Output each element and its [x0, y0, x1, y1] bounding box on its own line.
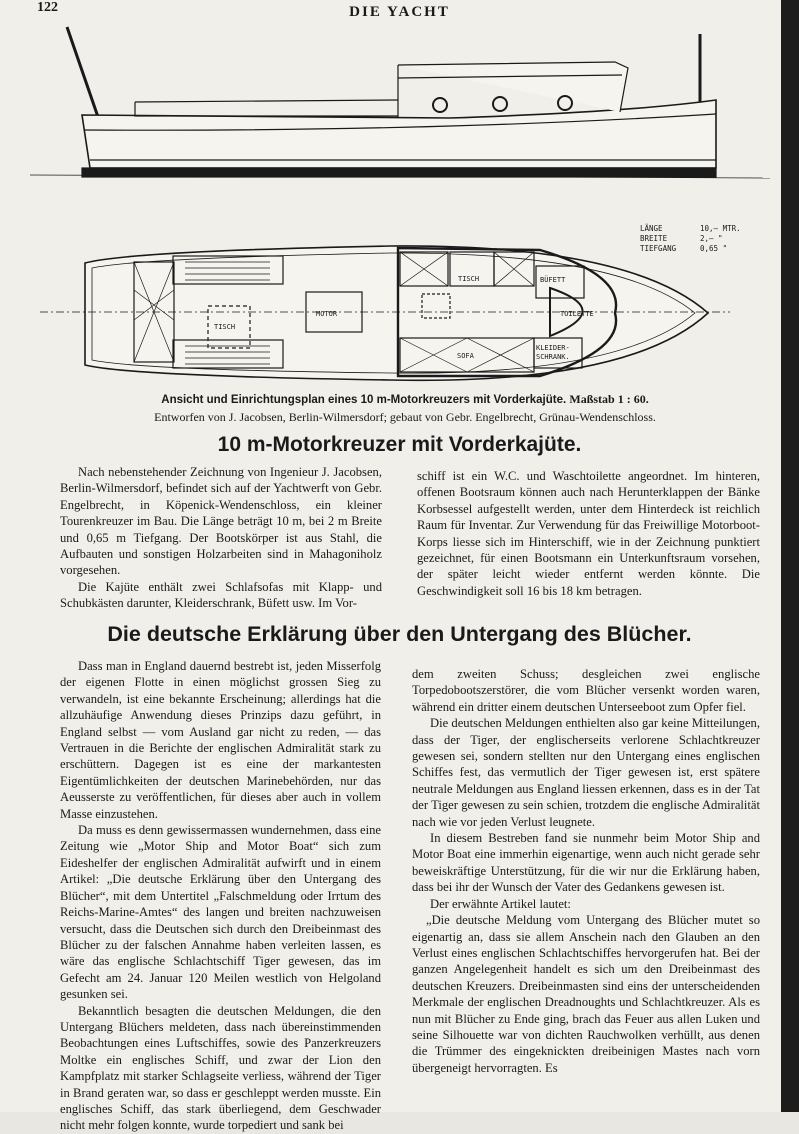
spec-label: LÄNGE: [640, 224, 663, 233]
cockpit-coaming: [135, 100, 398, 116]
label-sofa: SOFA: [457, 352, 474, 360]
figure-caption: [60, 391, 750, 409]
paragraph: dem zweiten Schuss; desgleichen zwei englische Torpedobootszerstörer, die vom Blücher versenkt worden waren, während ein dritter einem deutschen Unterseeboot zum Opfer fiel.: [412, 667, 760, 714]
spec-value: 2,— ": [700, 234, 723, 243]
spec-value: 10,— MTR.: [700, 224, 741, 233]
side-elevation: [30, 27, 770, 178]
paragraph: Der erwähnte Artikel lautet:: [430, 896, 571, 911]
article1-column-left: [60, 464, 382, 612]
page-number: 122: [37, 0, 58, 15]
deck-plan: [40, 246, 730, 380]
label-toilette: TOILETTE: [560, 310, 594, 318]
label-tisch-fwd: TISCH: [458, 275, 480, 283]
figure-credit: Entworfen von J. Jacobsen, Berlin-Wilmersdorf; gebaut von Gebr. Engelbrecht, Grünau-Wendenschloss.: [154, 410, 656, 424]
paragraph: Die deutschen Meldungen enthielten also gar keine Mitteilungen, dass der Tiger, der englischerseits verlorene Schlachtkreuzer gewesen sei, sondern stellten nur den Untergang eines englischen Schiffes fest, das vermutlich der Tiger gewesen ist, erst spätere neutrale Meldungen aus England liessen erkennen, dass es in der Tat der Tiger gewesen zu sein schien, trotzdem die englische Admiralität nach wie vor jeden Verlust leugnete.: [412, 716, 760, 829]
spec-value: 0,65 ": [700, 244, 728, 253]
spec-table: [640, 224, 741, 253]
page-edge-shadow: [781, 0, 799, 1112]
porthole: [493, 97, 507, 111]
label-kleiderschrank-2: SCHRANK.: [536, 353, 570, 361]
paragraph: „Die deutsche Meldung vom Untergang des Blücher mutet so eigenartig an, dass sie allem Anschein nach den Glauben an den Verlust eines englischen Schlachtschiffes hervorgerufen hat. Bei der ganzen Angelegenheit handelt es sich um den Dreibeinmast des deutschen Kreuzers. Dreibeinmasten sind eins der unterscheidenden Merkmale der englischen Dreadnoughts und Schlachtkreuzer. Als es nun mit Blücher zu Ende ging, brach das Feuer aus allen Luken und seine Silhouette war von dichten Rauchwolken verhüllt, aus denen die Trümmer des eingeknickten dreibeinigen Mastes nach vorn übergeneigt hervorragten. Es: [412, 913, 760, 1075]
porthole: [433, 98, 447, 112]
label-motor: MOTOR: [316, 310, 338, 318]
article-title: 10 m-Motorkreuzer mit Vorderkajüte.: [217, 433, 582, 456]
paragraph: schiff ist ein W.C. und Waschtoilette angeordnet. Im hinteren, offenen Bootsraum können auch nach Herunterklappen der Bänke Korbsessel aufgestellt werden, unter dem Hinterdeck ist reichlich Raum für Inventar. Zur Verwendung für das Freiwillige Motorboot-Korps liesse sich im Hinterschiff, wie in der Zeichnung punktiert gezeichnet, für einen Bootsmann ein Unterkunftsraum vorsehen, der später leicht wieder entfernt werden könnte. Die Geschwindigkeit soll 16 bis 18 km betragen.: [417, 469, 760, 598]
paragraph: Die Kajüte enthält zwei Schlafsofas mit Klapp- und Schubkästen darunter, Kleiderschrank, Büfett usw. Im Vor-: [60, 579, 382, 611]
stern-flagstaff: [67, 27, 98, 117]
label-kleiderschrank-1: KLEIDER-: [536, 344, 570, 352]
article2-column-left: [60, 658, 381, 1134]
caption-scale: Maßstab 1 : 60.: [569, 392, 649, 406]
article2-column-right: [412, 666, 760, 1076]
label-bufett: BÜFETT: [540, 276, 566, 284]
spec-label: BREITE: [640, 234, 668, 243]
label-tisch-aft: TISCH: [214, 323, 236, 331]
paragraph: Nach nebenstehender Zeichnung von Ingenieur J. Jacobsen, Berlin-Wilmersdorf, befindet sich auf der Yachtwerft von Gebr. Engelbrecht, in Köpenick-Wendenschloss, ein kleiner Tourenkreuzer im Bau. Die Länge beträgt 10 m, bei 2 m Breite und 0,65 m Tiefgang. Der Bootskörper ist aus Stahl, die Aufbauten und sonstigen Holzarbeiten sind in Mahagoniholz vorgesehen.: [60, 465, 382, 578]
running-header: DIE YACHT: [349, 4, 450, 20]
spec-label: TIEFGANG: [640, 244, 677, 253]
cabin-trunk: [398, 62, 628, 117]
article1-column-right: [417, 468, 760, 599]
paragraph: Da muss es denn gewissermassen wundernehmen, dass eine Zeitung wie „Motor Ship and Motor Boat“ sich zum Eideshelfer der englischen Admiralität aufwirft und in einem Artikel: „Die deutsche Erklärung über den Untergang des Blücher“, mit dem Untertitel „Falschmeldung oder Irrtum des Reichs-Marine-Amtes“ des langen und breiten nachzuweisen versucht, dass die Deutschen sich durch den Dreibeinmast des Blücher zu der falschen Annahme haben verleiten lassen, es wäre das englische Schlachtschiff Tiger gewesen, das im Gefecht am 24. Januar 120 Meilen westlich von Helgoland gesunken sei.: [60, 823, 381, 1002]
paragraph: Bekanntlich besagten die deutschen Meldungen, die den Untergang Blüchers meldeten, dass nach übereinstimmenden Beobachtungen eines Luftschiffes, sowie des Panzerkreuzers Moltke ein englisches Schiff, und zwar der Lion den Kampfplatz mit starker Schlagseite verliess, während der Tiger in Brand geraten war, so dass er geschleppt werden musste. Ein englisches Schiff, das stark überliegend, dem Geschwader nicht mehr folgen konnte, wurde torpediert und sank bei: [60, 1003, 381, 1133]
caption-title: Ansicht und Einrichtungsplan eines 10 m-Motorkreuzers mit Vorderkajüte.: [161, 394, 567, 406]
paragraph: In diesem Bestreben fand sie nunmehr beim Motor Ship and Motor Boat eine immerhin eigenartige, wenn auch nicht gerade sehr beweiskräftige Unterstützung, für die wir nur die Erklärung haben, dass bei ihr der Wunsch der Vater des Gedankens gewesen ist.: [412, 831, 760, 895]
boat-drawing: [30, 20, 770, 382]
article-title: Die deutsche Erklärung über den Untergang des Blücher.: [107, 622, 692, 646]
paragraph: Dass man in England dauernd bestrebt ist, jeden Misserfolg der eigenen Flotte in einen möglichst grossen Sieg zu verwandeln, ist eine bekannte Erscheinung; allerdings hat die allzuhäufige Anwendung dieses Prinzips dazu geführt, in England selbst — vom Ausland gar nicht zu reden, — das Vertrauen in die Berichte der englischen Admiralität stark zu erschüttern. Dagegen ist es eine der markantesten Eigentümlichkeiten der deutschen Marinebehörden, nur das Aeusserste zu veröffentlichen, für dieses aber auch in vollem Masse einzustehen.: [60, 659, 381, 821]
